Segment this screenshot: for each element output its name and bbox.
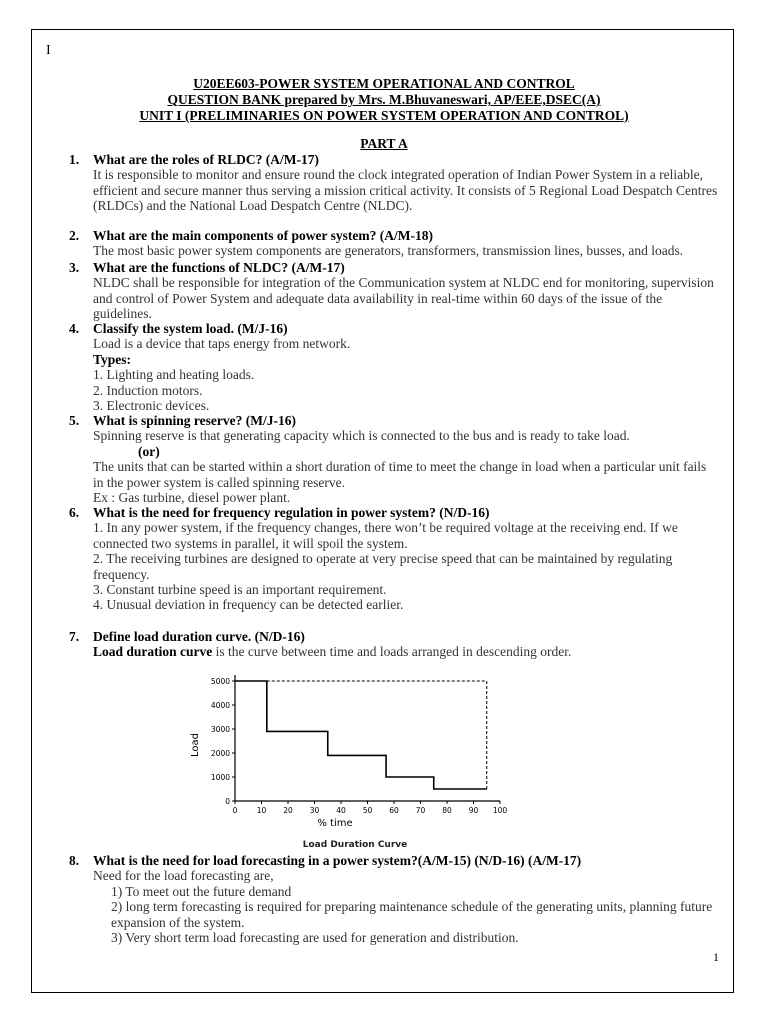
answer-text: The units that can be started within a short duration of time to meet the change in load when a particular unit fails in the power system is called spinning reserve. bbox=[93, 459, 707, 490]
question-title: Define load duration curve. (N/D-16) bbox=[93, 629, 305, 644]
question-3 bbox=[69, 260, 719, 322]
y-axis-label: Load bbox=[190, 733, 201, 757]
question-title: What is the need for frequency regulation in power system? (N/D-16) bbox=[93, 505, 490, 520]
type-item: 2. Induction motors. bbox=[93, 382, 203, 398]
unit-title: UNIT I (PRELIMINARIES ON POWER SYSTEM OPERATION AND CONTROL) bbox=[139, 108, 629, 123]
x-tick-label: 80 bbox=[442, 806, 452, 815]
point-item: 1. In any power system, if the frequency changes, there won’t be required voltage at the receiving end. If we connected two systems in parallel, it will spoil the system. bbox=[93, 520, 678, 551]
point-item: 2. The receiving turbines are designed to operate at very precise speed that can be maintained by regulating frequency. bbox=[93, 551, 673, 582]
or-separator: (or) bbox=[138, 443, 160, 459]
question-title: Classify the system load. (M/J-16) bbox=[93, 321, 288, 336]
type-item: 1. Lighting and heating loads. bbox=[93, 367, 255, 383]
answer-text: NLDC shall be responsible for integration of the Communication system at NLDC end for monitoring, supervision and control of Power System and adequate data availability in real-time within 60 days of the issue of the guidelines. bbox=[93, 275, 714, 322]
example-text: Ex : Gas turbine, diesel power plant. bbox=[93, 490, 291, 506]
type-item: 3. Electronic devices. bbox=[93, 398, 210, 414]
document-header bbox=[0, 76, 768, 124]
question-number: 1. bbox=[69, 152, 80, 167]
x-tick-label: 100 bbox=[492, 806, 508, 815]
y-tick-label: 3000 bbox=[210, 725, 230, 734]
question-title: What are the roles of RLDC? (A/M-17) bbox=[93, 152, 319, 167]
x-tick-label: 30 bbox=[309, 806, 320, 815]
page-number: 1 bbox=[713, 950, 719, 964]
question-4 bbox=[69, 321, 719, 413]
question-number: 5. bbox=[69, 413, 80, 428]
answer-text: Load is a device that taps energy from network. bbox=[93, 336, 351, 352]
point-item: 3) Very short term load forecasting are used for generation and distribution. bbox=[111, 930, 519, 946]
question-number: 7. bbox=[69, 629, 80, 644]
answer-text: It is responsible to monitor and ensure round the clock integrated operation of Indian Power System in a reliable, efficient and secure manner thus serving a mission critical activity. It consists of 5 Regional Load Despatch Centres (RLDCs) and the National Load Despatch Centre (NLDC). bbox=[93, 167, 718, 214]
x-tick-label: 50 bbox=[362, 806, 373, 815]
answer-intro: Need for the load forecasting are, bbox=[93, 868, 274, 884]
y-tick-label: 5000 bbox=[210, 677, 230, 686]
question-7 bbox=[69, 629, 719, 660]
question-6 bbox=[69, 505, 719, 613]
question-1 bbox=[69, 152, 719, 214]
y-tick-label: 1000 bbox=[210, 773, 230, 782]
question-number: 3. bbox=[69, 260, 80, 275]
question-number: 8. bbox=[69, 853, 80, 868]
course-title: U20EE603-POWER SYSTEM OPERATIONAL AND CONTROL bbox=[193, 76, 575, 91]
question-number: 4. bbox=[69, 321, 80, 336]
corner-mark: I bbox=[46, 43, 51, 58]
part-title: PART A bbox=[360, 136, 408, 151]
point-item: 2) long term forecasting is required for preparing maintenance schedule of the generating units, planning future expansion of the system. bbox=[111, 899, 713, 930]
answer-text: The most basic power system components are generators, transformers, transmission lines, busses, and loads. bbox=[93, 243, 684, 259]
question-8 bbox=[69, 853, 719, 945]
x-tick-label: 0 bbox=[232, 806, 238, 815]
y-tick-label: 0 bbox=[225, 797, 230, 806]
question-title: What are the functions of NLDC? (A/M-17) bbox=[93, 260, 345, 275]
point-item: 4. Unusual deviation in frequency can be detected earlier. bbox=[93, 597, 404, 613]
question-title: What is the need for load forecasting in a power system?(A/M-15) (N/D-16) (A/M-17) bbox=[93, 853, 582, 868]
defined-term: Load duration curve bbox=[93, 644, 213, 660]
x-tick-label: 70 bbox=[415, 806, 426, 815]
x-tick-label: 10 bbox=[256, 806, 267, 815]
question-title: What is spinning reserve? (M/J-16) bbox=[93, 413, 296, 428]
x-tick-label: 60 bbox=[389, 806, 399, 815]
y-tick-label: 2000 bbox=[210, 749, 230, 758]
question-number: 6. bbox=[69, 505, 80, 520]
series-peak-line bbox=[267, 681, 487, 789]
types-label: Types: bbox=[93, 351, 132, 367]
x-tick-label: 40 bbox=[336, 806, 346, 815]
x-tick-label: 20 bbox=[283, 806, 293, 815]
x-tick-label: 90 bbox=[468, 806, 479, 815]
question-2 bbox=[69, 228, 719, 259]
series-load-line bbox=[235, 681, 487, 789]
question-title: What are the main components of power system? (A/M-18) bbox=[93, 228, 433, 243]
load-duration-chart bbox=[190, 665, 520, 855]
x-axis-label: % time bbox=[317, 818, 353, 829]
chart-title: Load Duration Curve bbox=[302, 840, 408, 850]
question-number: 2. bbox=[69, 228, 80, 243]
point-item: 3. Constant turbine speed is an important requirement. bbox=[93, 582, 387, 598]
point-item: 1) To meet out the future demand bbox=[111, 883, 292, 899]
prepared-by: QUESTION BANK prepared by Mrs. M.Bhuvaneswari, AP/EEE,DSEC(A) bbox=[167, 92, 601, 107]
question-5 bbox=[69, 413, 719, 505]
answer-text: is the curve between time and loads arranged in descending order. bbox=[212, 644, 572, 660]
y-tick-label: 4000 bbox=[210, 701, 230, 710]
answer-text: Spinning reserve is that generating capacity which is connected to the bus and is ready to take load. bbox=[93, 428, 630, 444]
